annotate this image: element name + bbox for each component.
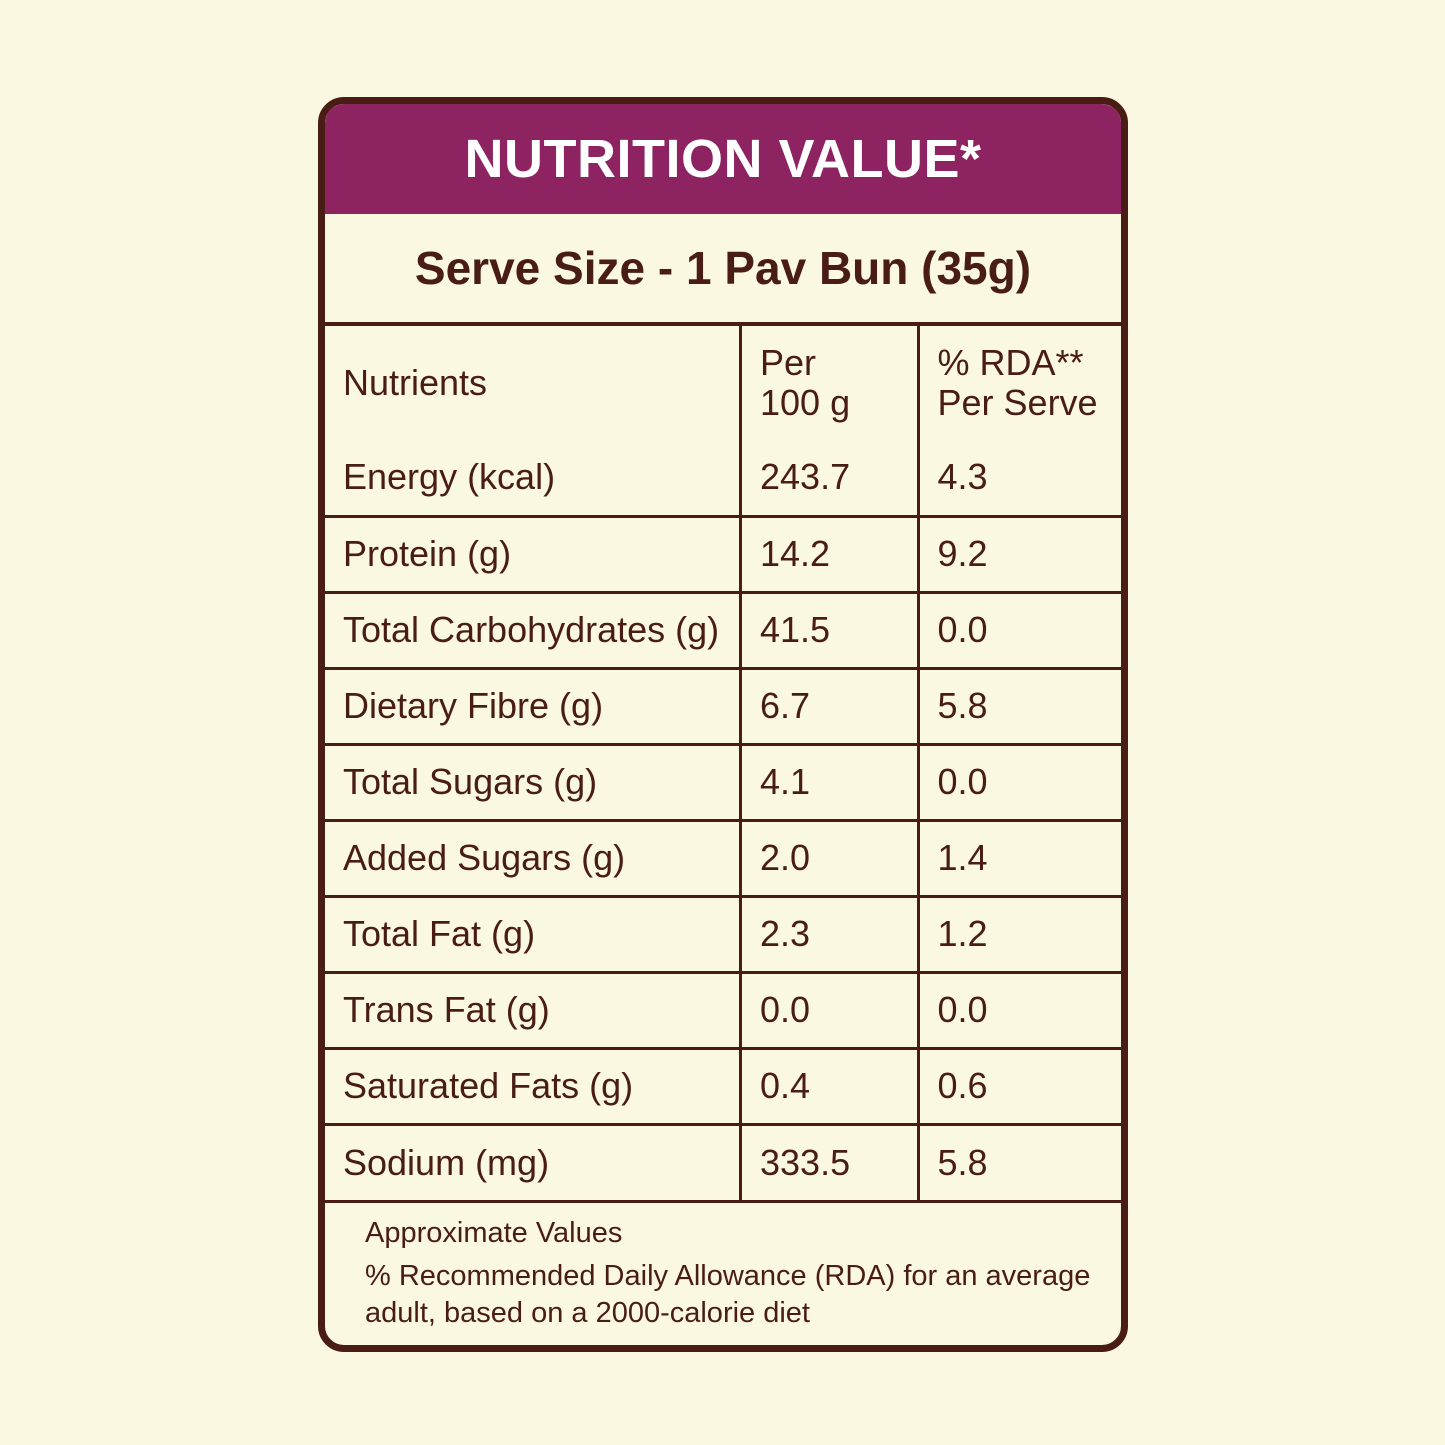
nutrient-rda: 5.8 — [918, 668, 1121, 744]
nutrient-name: Protein (g) — [325, 516, 741, 592]
nutrition-label-card — [318, 97, 1128, 1352]
nutrient-name: Saturated Fats (g) — [325, 1048, 741, 1124]
nutrient-rda: 4.3 — [918, 440, 1121, 516]
serve-size-text: Serve Size - 1 Pav Bun (35g) — [414, 242, 1032, 294]
footnote-rda-explanation: % Recommended Daily Allowance (RDA) for an average adult, based on a 2000-calorie diet — [365, 1260, 1091, 1330]
nutrient-per-100g: 6.7 — [741, 668, 919, 744]
nutrient-rda: 0.0 — [918, 744, 1121, 820]
page-title: NUTRITION VALUE* — [464, 129, 982, 189]
nutrient-per-100g: 2.0 — [741, 820, 919, 896]
nutrient-per-100g: 333.5 — [741, 1124, 919, 1200]
nutrient-rda: 0.0 — [918, 592, 1121, 668]
nutrient-per-100g: 2.3 — [741, 896, 919, 972]
nutrient-name: Total Carbohydrates (g) — [325, 592, 741, 668]
nutrition-table — [325, 326, 1121, 1200]
nutrient-rda: 9.2 — [918, 516, 1121, 592]
nutrient-name: Total Fat (g) — [325, 896, 741, 972]
nutrient-name: Added Sugars (g) — [325, 820, 741, 896]
nutrient-name: Sodium (mg) — [325, 1124, 741, 1200]
nutrient-rda: 5.8 — [937, 1141, 988, 1183]
table-row — [325, 516, 1121, 592]
table-row — [325, 820, 1121, 896]
nutrition-panel — [318, 97, 1128, 1352]
column-header-per-100g — [741, 326, 919, 440]
table-body — [325, 440, 1121, 1200]
column-header-rda-line2: Per Serve — [937, 382, 1098, 423]
table-row — [325, 592, 1121, 668]
nutrient-per-100g: 14.2 — [741, 516, 919, 592]
table-row — [325, 1124, 1121, 1200]
nutrient-per-100g: 243.7 — [741, 440, 919, 516]
nutrient-rda: 0.6 — [918, 1048, 1121, 1124]
nutrient-rda: 1.4 — [918, 820, 1121, 896]
footnotes — [325, 1200, 1121, 1345]
table-row — [325, 896, 1121, 972]
nutrient-per-100g: 4.1 — [741, 744, 919, 820]
table-row — [325, 440, 1121, 516]
table-header — [325, 326, 1121, 440]
nutrient-per-100g: 0.4 — [741, 1048, 919, 1124]
column-header-rda — [918, 326, 1121, 440]
table-row — [325, 668, 1121, 744]
column-header-per-line1: Per — [760, 341, 817, 383]
nutrition-title-bar — [325, 104, 1121, 214]
nutrient-name: Dietary Fibre (g) — [325, 668, 741, 744]
table-header-row — [325, 326, 1121, 440]
column-header-nutrients: Nutrients — [325, 326, 741, 440]
nutrient-name: Total Sugars (g) — [325, 744, 741, 820]
column-header-per-line2: 100 g — [760, 382, 851, 423]
footnote-approximate-values: Approximate Values — [365, 1217, 623, 1249]
serve-size-row — [325, 214, 1121, 326]
table-row — [325, 1048, 1121, 1124]
nutrient-rda: 1.2 — [918, 896, 1121, 972]
table-row — [325, 972, 1121, 1048]
nutrient-name: Trans Fat (g) — [325, 972, 741, 1048]
nutrient-name: Energy (kcal) — [325, 440, 741, 516]
nutrient-per-100g: 41.5 — [741, 592, 919, 668]
table-row — [325, 744, 1121, 820]
column-header-rda-line1: % RDA** — [937, 341, 1084, 383]
nutrient-rda: 0.0 — [918, 972, 1121, 1048]
nutrient-per-100g: 0.0 — [741, 972, 919, 1048]
